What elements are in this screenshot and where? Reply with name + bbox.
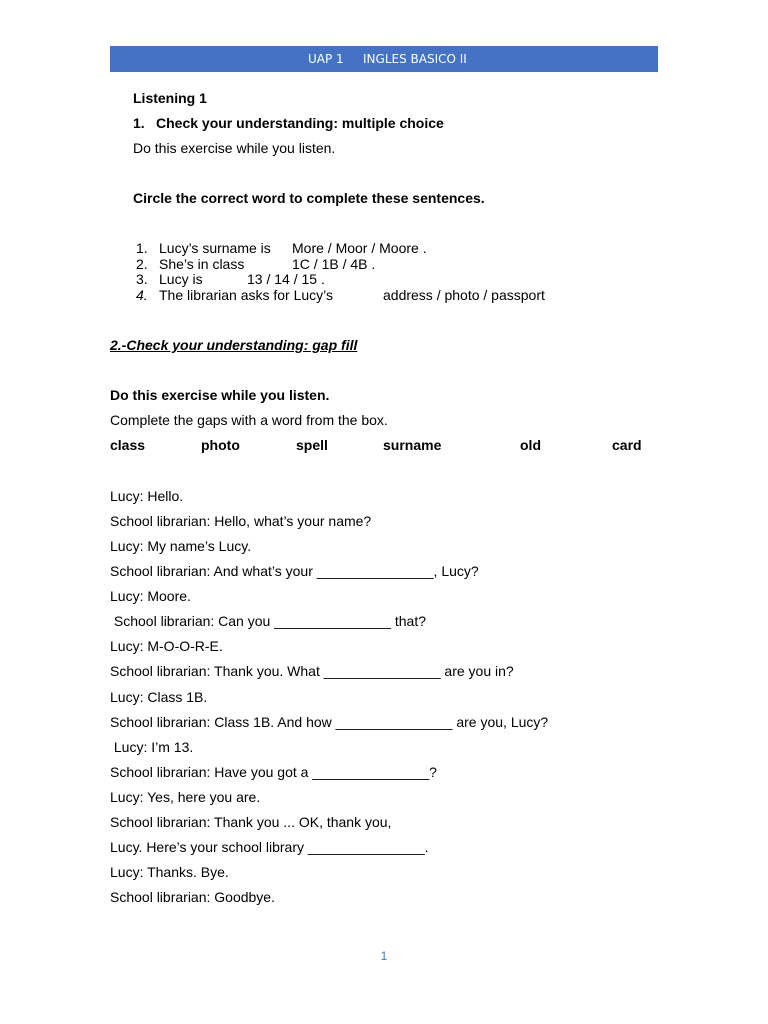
dialogue-line: Lucy: Yes, here you are. — [110, 789, 261, 805]
header-code: UAP 1 — [308, 52, 344, 66]
dialogue-line: Lucy. Here’s your school library _______________. — [110, 839, 429, 855]
dialogue-line: School librarian: Can you _______________ that? — [110, 613, 427, 629]
list-item-text: Lucy is — [159, 271, 203, 287]
list-item-text: The librarian asks for Lucy’s — [159, 287, 334, 303]
dialogue-line: Lucy: Hello. — [110, 488, 184, 504]
section1-subtitle: Check your understanding: multiple choice — [156, 115, 444, 131]
list-item-text: Lucy’s surname is — [159, 240, 271, 256]
list-item-options: 13 / 14 / 15 . — [247, 271, 325, 287]
dialogue-line: School librarian: Thank you. What _______________ are you in? — [110, 663, 514, 679]
dialogue-line: School librarian: Goodbye. — [110, 889, 275, 905]
dialogue-line: School librarian: Have you got a _______________? — [110, 764, 437, 780]
list-item-number: 3. — [136, 271, 148, 287]
list-item-text: She’s in class — [159, 256, 245, 272]
word-box-item: surname — [383, 437, 442, 453]
section1-task: Circle the correct word to complete these sentences. — [133, 190, 485, 206]
dialogue-line: School librarian: Class 1B. And how _______________ are you, Lucy? — [110, 714, 549, 730]
dialogue-line: School librarian: Hello, what’s your name? — [110, 513, 372, 529]
word-box-item: class — [110, 437, 146, 453]
dialogue-line: Lucy: Class 1B. — [110, 689, 208, 705]
dialogue-line: School librarian: And what’s your _______________, Lucy? — [110, 563, 479, 579]
section2-task: Complete the gaps with a word from the box. — [110, 412, 388, 428]
section1-title: Listening 1 — [133, 90, 207, 106]
list-item-number: 1. — [136, 240, 148, 256]
header-course: INGLES BASICO II — [363, 52, 467, 66]
list-item-options: More / Moor / Moore . — [292, 240, 427, 256]
list-item-number: 2. — [136, 256, 148, 272]
word-box-item: card — [612, 437, 642, 453]
dialogue-line: Lucy: Thanks. Bye. — [110, 864, 229, 880]
dialogue-line: Lucy: I’m 13. — [110, 739, 194, 755]
word-box-item: spell — [296, 437, 328, 453]
section2-instruction: Do this exercise while you listen. — [110, 387, 330, 403]
word-box-item: photo — [201, 437, 240, 453]
page-number: 1 — [380, 949, 388, 963]
section1-instruction: Do this exercise while you listen. — [133, 140, 336, 156]
list-item-options: 1C / 1B / 4B . — [292, 256, 376, 272]
list-item-number: 4. — [136, 287, 148, 303]
word-box-item: old — [520, 437, 541, 453]
dialogue-line: School librarian: Thank you ... OK, thank you, — [110, 814, 392, 830]
section2-title: 2.-Check your understanding: gap fill — [110, 337, 358, 353]
dialogue-line: Lucy: M-O-O-R-E. — [110, 638, 223, 654]
section1-subtitle-number: 1. — [133, 115, 145, 131]
list-item-options: address / photo / passport — [383, 287, 545, 303]
dialogue-line: Lucy: Moore. — [110, 588, 191, 604]
dialogue-line: Lucy: My name’s Lucy. — [110, 538, 252, 554]
